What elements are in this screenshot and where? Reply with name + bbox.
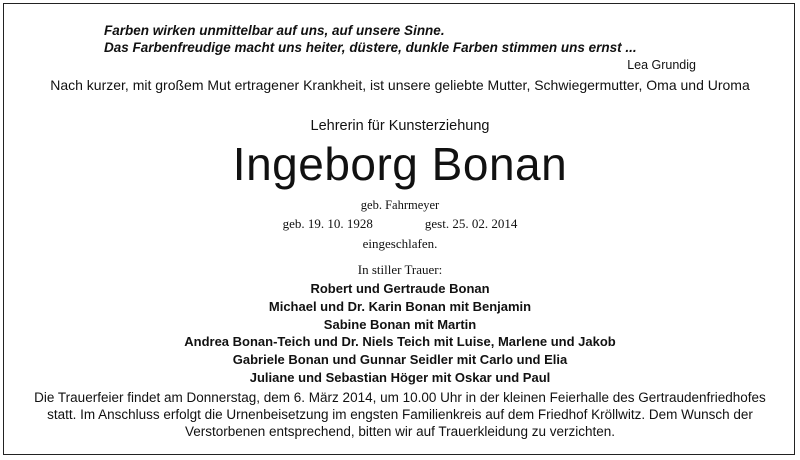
- death-date: gest. 25. 02. 2014: [424, 216, 518, 231]
- birth-date: geb. 19. 10. 1928: [282, 216, 373, 231]
- motto-author: Lea Grundig: [627, 58, 696, 72]
- mourner-line: Michael und Dr. Karin Bonan mit Benjamin: [268, 298, 532, 314]
- mourner-line: Juliane und Sebastian Höger mit Oskar und Paul: [249, 369, 551, 385]
- mourner-line: Robert und Gertraude Bonan: [310, 281, 490, 296]
- status-text: eingeschlafen.: [362, 236, 438, 251]
- mourner-line: Gabriele Bonan und Gunnar Seidler mit Carlo und Elia: [232, 352, 568, 368]
- motto-quote: [104, 22, 696, 74]
- motto-line-1: Farben wirken unmittelbar auf uns, auf unsere Sinne.: [104, 23, 445, 38]
- intro-text: Nach kurzer, mit großem Mut ertragener Krankheit, ist unsere geliebte Mutter, Schwiegermutter, Oma und Uroma: [50, 77, 750, 93]
- mourners-list: [0, 280, 800, 387]
- life-dates: [0, 216, 800, 232]
- mourner-line: Sabine Bonan mit Martin: [323, 316, 477, 332]
- funeral-notice: Die Trauerfeier findet am Donnerstag, dem 6. März 2014, um 10.00 Uhr in der kleinen Feierhalle des Gertraudenfriedhofes statt. Im Anschluss erfolgt die Urnenbeisetzung im engsten Familienkreis auf dem Friedhof Kröllwitz. Dem Wunsch der Verstorbenen entsprechend, bitten wir auf Trauerkleidung zu verzichten.: [34, 390, 766, 439]
- maiden-name: geb. Fahrmeyer: [360, 198, 440, 212]
- deceased-profession: Lehrerin für Kunsterziehung: [310, 118, 490, 134]
- motto-line-2: Das Farbenfreudige macht uns heiter, düstere, dunkle Farben stimmen uns ernst ...: [104, 40, 637, 55]
- mourner-line: Andrea Bonan-Teich und Dr. Niels Teich mit Luise, Marlene und Jakob: [184, 334, 616, 350]
- deceased-name: Ingeborg Bonan: [232, 138, 568, 190]
- mourning-label: In stiller Trauer:: [357, 262, 443, 277]
